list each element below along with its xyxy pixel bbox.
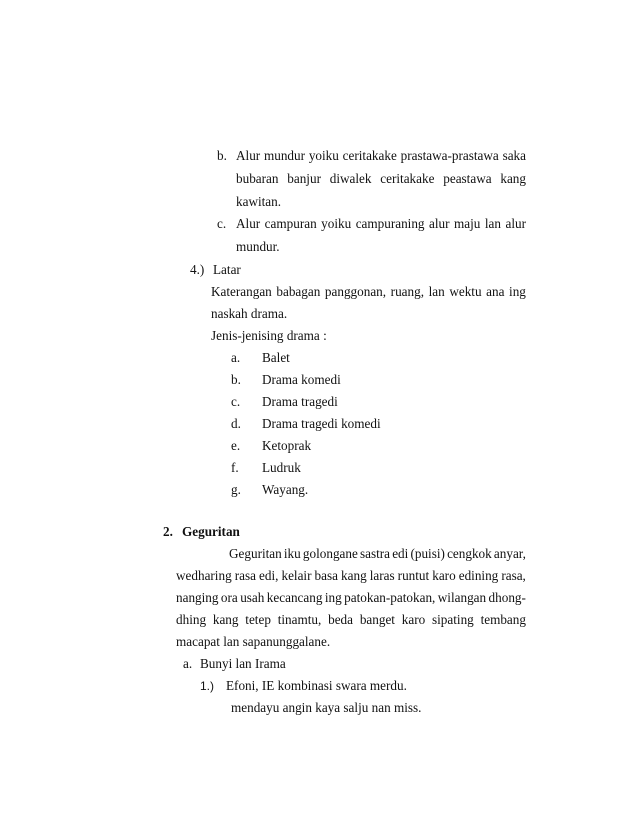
efoni-text: Efoni, IE kombinasi swara merdu.: [226, 678, 407, 693]
jenis-drama-label: Jenis-jenising drama :: [211, 328, 327, 343]
alur-campuran-line-1: Alur campuran yoiku campuraning alur maju lan alur: [236, 216, 526, 231]
efoni-marker: 1.): [200, 679, 215, 693]
jenis-marker: a.: [231, 350, 241, 365]
geguritan-para-line-4: dhing kang tetep tinamtu, beda banget karo sipating tembang: [176, 612, 526, 627]
jenis-marker: g.: [231, 482, 241, 497]
jenis-item: Ketoprak: [262, 438, 312, 453]
efoni-example: mendayu angin kaya salju nan miss.: [231, 700, 422, 715]
jenis-marker: d.: [231, 416, 241, 431]
jenis-item: Drama tragedi: [262, 394, 338, 409]
alur-mundur-line-3: kawitan.: [236, 194, 282, 209]
geguritan-para-line-1: Geguritan iku golongane sastra edi (puisi) cengkok anyar,: [229, 546, 526, 561]
jenis-item: Drama tragedi komedi: [262, 416, 381, 431]
jenis-marker: f.: [231, 460, 239, 475]
list-marker-c: c.: [217, 216, 227, 231]
latar-heading: Latar: [213, 262, 241, 277]
jenis-marker: e.: [231, 438, 241, 453]
jenis-marker: c.: [231, 394, 241, 409]
jenis-item: Ludruk: [262, 460, 301, 475]
jenis-item: Balet: [262, 350, 290, 365]
jenis-item: Drama komedi: [262, 372, 341, 387]
alur-mundur-line-2: bubaran banjur diwalek ceritakake peastawa kang: [236, 171, 526, 186]
list-marker-4: 4.): [190, 262, 205, 277]
section-2-heading: Geguritan: [182, 524, 240, 539]
geguritan-para-line-5: macapat lan sapanunggalane.: [176, 634, 331, 649]
section-2-marker: 2.: [163, 524, 173, 539]
geguritan-para-line-3: nanging ora usah kecancang ing patokan-patokan, wilangan dhong-: [176, 590, 526, 605]
latar-line-2: naskah drama.: [211, 306, 288, 321]
list-marker-b: b.: [217, 148, 227, 163]
alur-campuran-line-2: mundur.: [236, 239, 280, 254]
geguritan-para-line-2: wedharing rasa edi, kelair basa kang laras runtut karo edining rasa,: [176, 568, 526, 583]
alur-mundur-line-1: Alur mundur yoiku ceritakake prastawa-prastawa saka: [236, 148, 526, 163]
bunyi-irama-heading: Bunyi lan Irama: [200, 656, 286, 671]
sub-a-marker: a.: [183, 656, 193, 671]
jenis-marker: b.: [231, 372, 241, 387]
jenis-item: Wayang.: [262, 482, 309, 497]
latar-line-1: Katerangan babagan panggonan, ruang, lan wektu ana ing: [211, 284, 526, 299]
